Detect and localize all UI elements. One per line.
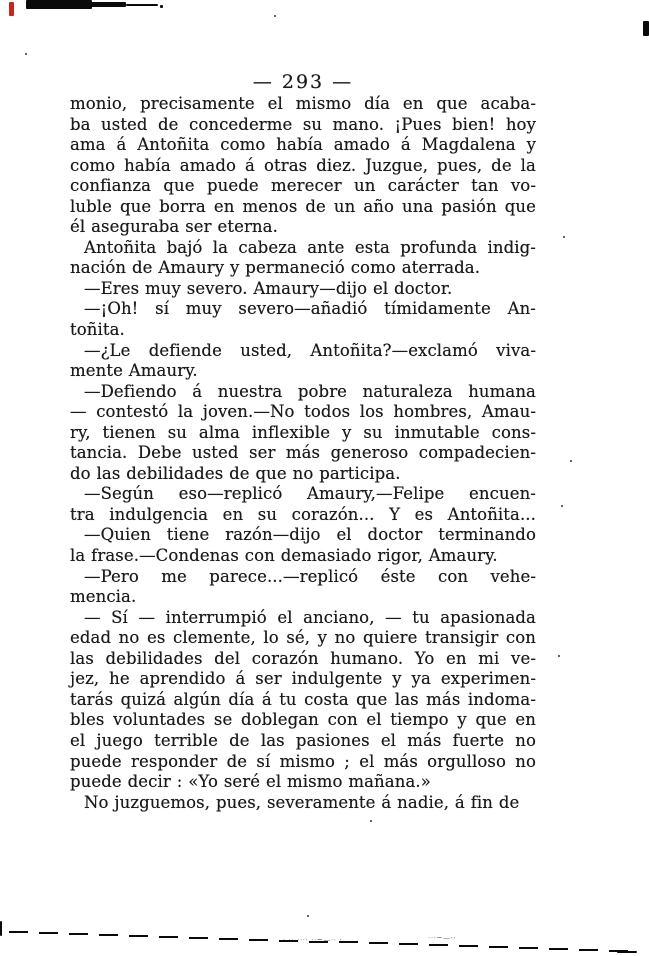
- text-line: —Eres muy severo. Amaury—dijo el doctor.: [84, 278, 453, 298]
- text-line: monio, precisamente el mismo día en que acaba-: [70, 94, 536, 113]
- text-line: puede decir : «Yo seré el mismo mañana.»: [70, 772, 431, 792]
- scan-speck: [558, 655, 560, 657]
- text-line: puede responder de sí mismo ; el más orgulloso no: [70, 751, 536, 771]
- text-line: el juego terrible de las pasiones el más fuerte no: [70, 730, 536, 750]
- scan-dash: [429, 944, 448, 946]
- text-line: mencia.: [70, 587, 137, 607]
- text-line: tancia. Debe usted ser más generoso compadecien-: [70, 443, 536, 463]
- scan-dash: [549, 948, 568, 950]
- text-line: jez, he aprendido á ser indulgente y ya experimen-: [70, 669, 536, 689]
- scan-speck: [561, 505, 563, 507]
- text-line: ba usted de concederme su mano. ¡Pues bien! hoy: [70, 114, 536, 134]
- text-line: —Quien tiene razón—dijo el doctor terminando: [84, 525, 536, 545]
- scan-dash: [399, 943, 418, 945]
- text-line: la frase.—Condenas con demasiado rigor, Amaury.: [70, 546, 498, 566]
- illegible-microtext: ···~—··: [428, 935, 457, 941]
- scan-speck: [563, 236, 565, 238]
- text-line: — contestó la joven.—No todos los hombres, Amau-: [70, 402, 536, 422]
- illegible-microtext: · ·· ···· ··~—·· ·: [283, 937, 343, 943]
- scan-dash: [369, 942, 388, 944]
- scan-speck: [370, 820, 372, 822]
- text-line: Antoñita bajó la cabeza ante esta profunda indig-: [84, 237, 536, 257]
- scan-dash: [609, 950, 628, 952]
- red-ink-mark: [9, 2, 14, 16]
- scan-speck: [274, 15, 276, 17]
- page-number: — 293 —: [252, 71, 354, 93]
- text-line: toñita.: [70, 320, 125, 340]
- scan-dash: [459, 945, 478, 947]
- text-line: do las debilidades de que no participa.: [70, 463, 401, 483]
- scan-dash: [519, 947, 538, 949]
- scan-dash: [39, 932, 58, 934]
- text-line: como había amado á otras diez. Juzgue, pues, de la: [70, 155, 536, 175]
- scan-dash: [219, 938, 238, 940]
- text-line: —¡Oh! sí muy severo—añadió tímidamente An-: [84, 299, 536, 319]
- ink-smear-dot: [160, 5, 163, 8]
- text-line: tra indulgencia en su corazón... Y es Antoñita...: [70, 504, 536, 524]
- text-line: —¿Le defiende usted, Antoñita?—exclamó viva-: [84, 340, 536, 360]
- text-block: [70, 94, 536, 813]
- text-line: ama á Antoñita como había amado á Magdalena y: [70, 135, 536, 155]
- text-line: No juzguemos, pues, severamente á nadie, á fin de: [84, 792, 520, 812]
- scan-dash: [579, 949, 598, 951]
- scan-dash: [159, 936, 178, 938]
- scan-speck: [307, 915, 309, 917]
- text-line: —Defiendo á nuestra pobre naturaleza humana: [84, 381, 536, 401]
- text-line: ry, tienen su alma inflexible y su inmutable cons-: [70, 422, 536, 442]
- scan-dash: [69, 933, 88, 935]
- text-line: él aseguraba ser eterna.: [70, 217, 278, 237]
- text-line: edad no es clemente, lo sé, y no quiere transigir con: [70, 628, 536, 648]
- scan-dash: [189, 937, 208, 939]
- scan-speck: [570, 460, 572, 462]
- scan-dash: [129, 935, 148, 937]
- text-line: las debilidades del corazón humano. Yo en mi ve-: [70, 648, 536, 668]
- ink-smear-thick: [26, 0, 92, 9]
- scan-dash: [9, 931, 28, 933]
- right-edge-ink-mark: [643, 21, 649, 36]
- text-line: confianza que puede merecer un carácter tan vo-: [70, 176, 536, 196]
- text-line: bles voluntades se doblegan con el tiempo y que en: [70, 710, 536, 730]
- text-line: nación de Amaury y permaneció como aterrada.: [70, 258, 481, 278]
- text-line: mente Amaury.: [70, 361, 198, 381]
- text-line: —Pero me parece...—replicó éste con vehe-: [84, 566, 536, 586]
- text-line: luble que borra en menos de un año una pasión que: [70, 196, 536, 216]
- scan-dash: [489, 946, 508, 948]
- text-line: — Sí — interrumpió el anciano, — tu apasionada: [84, 607, 536, 627]
- text-line: —Según eso—replicó Amaury,—Felipe encuen-: [84, 484, 536, 504]
- ink-smear-mid: [88, 2, 126, 7]
- scan-speck: [25, 53, 27, 55]
- ink-smear-line: [126, 4, 158, 6]
- left-edge-tick: [0, 921, 2, 936]
- scan-dash: [249, 939, 268, 941]
- scan-dash: [99, 934, 118, 936]
- text-line: tarás quizá algún día á tu costa que las más indoma-: [70, 689, 536, 709]
